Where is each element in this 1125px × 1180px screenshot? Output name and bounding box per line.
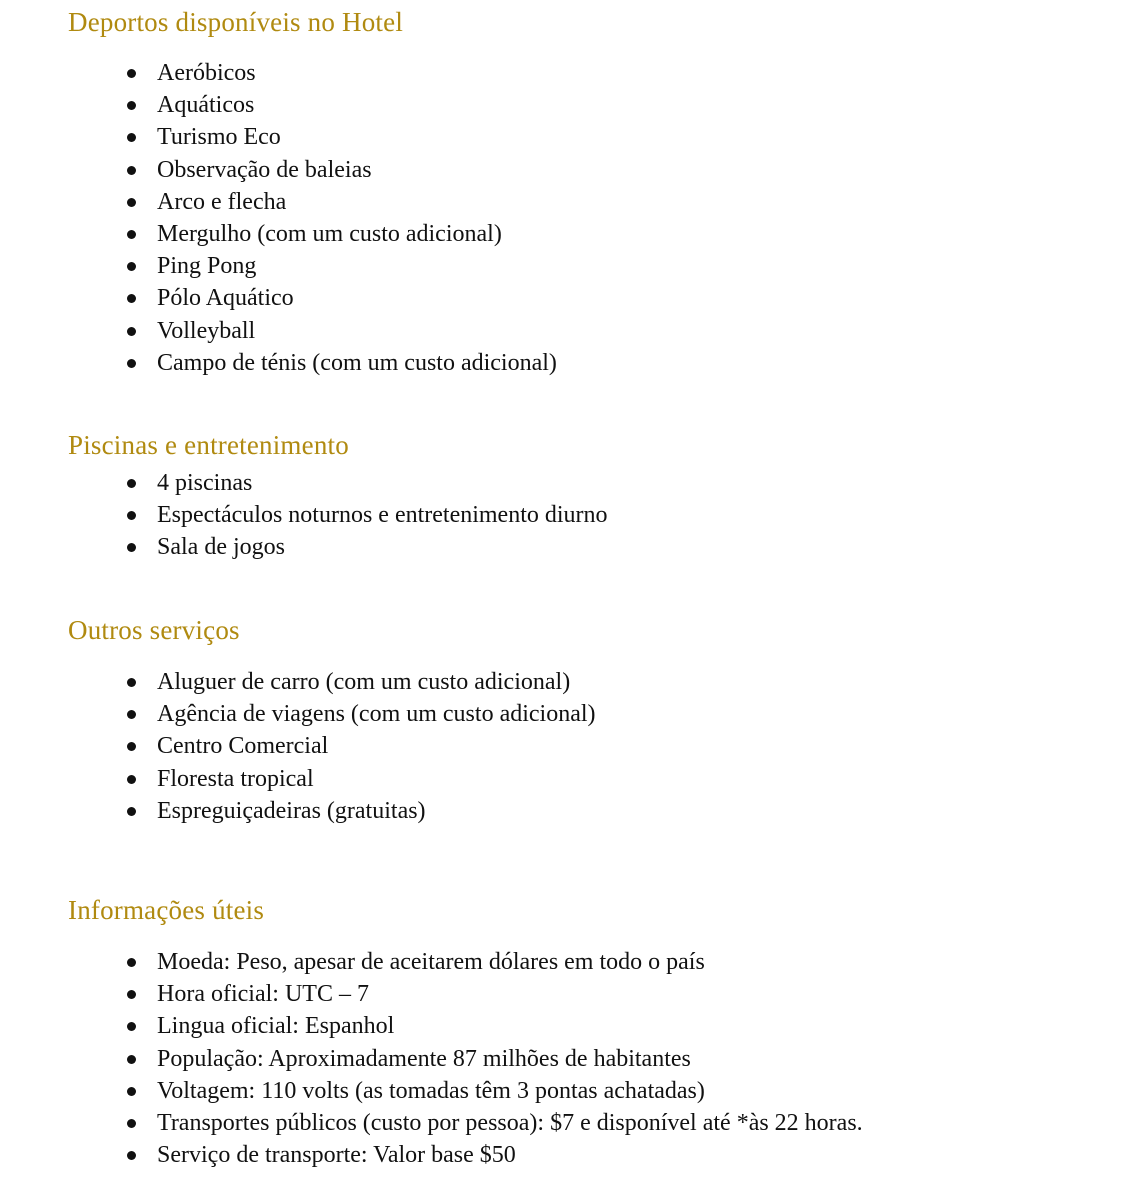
list-item: Espectáculos noturnos e entretenimento diurno (0, 499, 608, 531)
list-item: Serviço de transporte: Valor base $50 (0, 1139, 863, 1171)
list-item: Aquáticos (0, 89, 557, 121)
bullet-icon (127, 133, 136, 142)
list-item: Mergulho (com um custo adicional) (0, 218, 557, 250)
list-item: Hora oficial: UTC – 7 (0, 978, 863, 1010)
bullet-icon (127, 678, 136, 687)
bullet-icon (127, 1055, 136, 1064)
list-item: Observação de baleias (0, 154, 557, 186)
list-item: Aluguer de carro (com um custo adicional) (0, 666, 596, 698)
bullet-icon (127, 359, 136, 368)
bullet-icon (127, 230, 136, 239)
list-item: Arco e flecha (0, 186, 557, 218)
bullet-icon (127, 262, 136, 271)
bullet-icon (127, 101, 136, 110)
bullet-icon (127, 990, 136, 999)
bullet-icon (127, 511, 136, 520)
section-heading-useful-info: Informações úteis (68, 895, 265, 925)
pools-list (0, 467, 608, 564)
list-item: Pólo Aquático (0, 282, 557, 314)
list-item: Campo de ténis (com um custo adicional) (0, 347, 557, 379)
section-heading-other-services: Outros serviços (68, 615, 240, 645)
section-heading-sports: Deportos disponíveis no Hotel (68, 7, 404, 37)
list-item: Agência de viagens (com um custo adicional) (0, 698, 596, 730)
list-item: População: Aproximadamente 87 milhões de habitantes (0, 1043, 863, 1075)
list-item: Volleyball (0, 315, 557, 347)
bullet-icon (127, 166, 136, 175)
bullet-icon (127, 958, 136, 967)
section-heading-pools: Piscinas e entretenimento (68, 430, 349, 460)
list-item: Moeda: Peso, apesar de aceitarem dólares em todo o país (0, 946, 863, 978)
list-item: Ping Pong (0, 250, 557, 282)
bullet-icon (127, 807, 136, 816)
bullet-icon (127, 1087, 136, 1096)
list-item: Lingua oficial: Espanhol (0, 1010, 863, 1042)
bullet-icon (127, 543, 136, 552)
bullet-icon (127, 198, 136, 207)
bullet-icon (127, 1151, 136, 1160)
list-item: Voltagem: 110 volts (as tomadas têm 3 pontas achatadas) (0, 1075, 863, 1107)
bullet-icon (127, 1119, 136, 1128)
services-list (0, 666, 596, 827)
bullet-icon (127, 775, 136, 784)
bullet-icon (127, 479, 136, 488)
bullet-icon (127, 742, 136, 751)
bullet-icon (127, 69, 136, 78)
list-item: Espreguiçadeiras (gratuitas) (0, 795, 596, 827)
list-item: 4 piscinas (0, 467, 608, 499)
list-item: Floresta tropical (0, 763, 596, 795)
bullet-icon (127, 1022, 136, 1031)
list-item: Aeróbicos (0, 57, 557, 89)
list-item: Turismo Eco (0, 121, 557, 153)
bullet-icon (127, 327, 136, 336)
list-item: Centro Comercial (0, 730, 596, 762)
bullet-icon (127, 710, 136, 719)
sports-list (0, 57, 557, 379)
list-item: Sala de jogos (0, 531, 608, 563)
bullet-icon (127, 294, 136, 303)
list-item: Transportes públicos (custo por pessoa): $7 e disponível até *às 22 horas. (0, 1107, 863, 1139)
info-list (0, 946, 863, 1171)
